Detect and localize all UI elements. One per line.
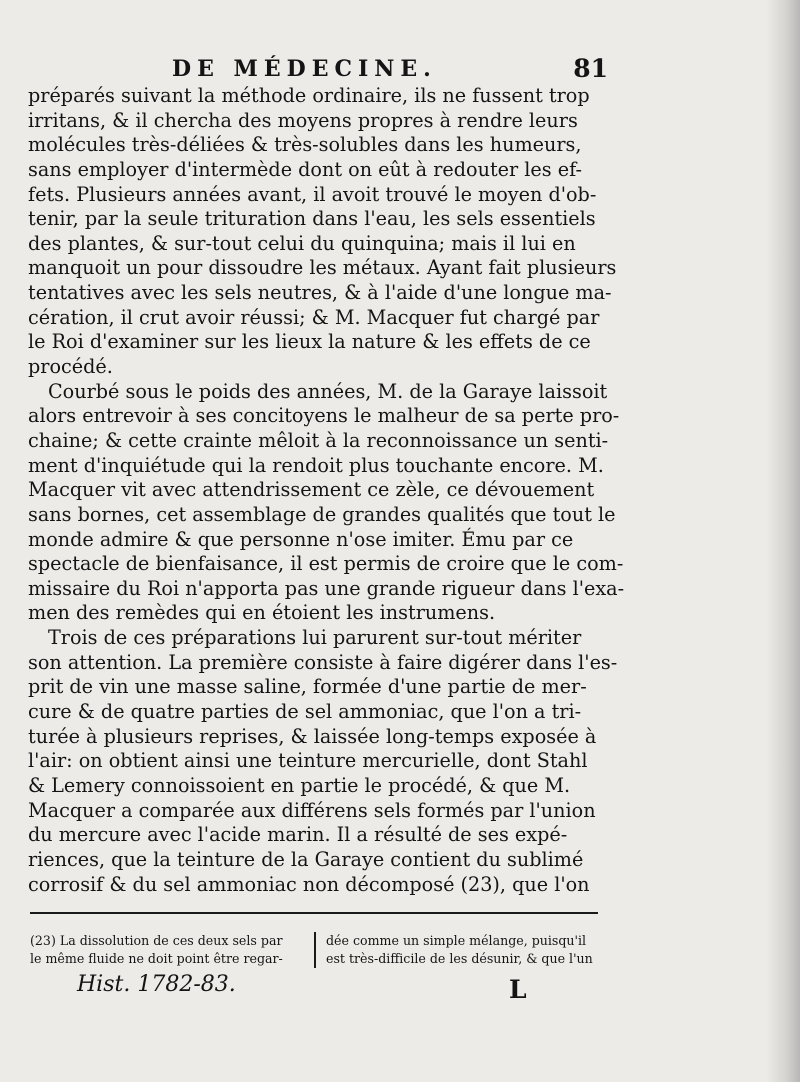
paragraph-start-line: Trois de ces préparations lui parurent sur-tout mériter (48, 626, 582, 650)
page-header (30, 52, 608, 88)
body-text (28, 84, 625, 897)
text-line: monde admire & que personne n'ose imiter. Ému par ce (28, 527, 574, 551)
running-title: DE MÉDECINE. (172, 56, 437, 82)
text-line: du mercure avec l'acide marin. Il a résulté de ses expé- (28, 823, 568, 847)
text-line: cure & de quatre parties de sel ammoniac, que l'on a tri- (28, 700, 582, 724)
signature-line: Hist. 1782-83. (77, 972, 236, 997)
text-line: irritans, & il chercha des moyens propres à rendre leurs (28, 108, 578, 132)
text-line: le Roi d'examiner sur les lieux la nature & les effets de ce (28, 330, 591, 354)
footnote-column-divider (314, 932, 316, 968)
text-line: manquoit un pour dissoudre les métaux. Ayant fait plusieurs (28, 256, 617, 280)
text-line: l'air: on obtient ainsi une teinture mercurielle, dont Stahl (28, 749, 588, 773)
text-line: chaine; & cette crainte mêloit à la reconnoissance un senti- (28, 428, 609, 452)
text-line: prit de vin une masse saline, formée d'une partie de mer- (28, 675, 587, 699)
footnote-right-column (326, 932, 602, 968)
text-line: & Lemery connoissoient en partie le procédé, & que M. (28, 773, 571, 797)
footnote-line: le même fluide ne doit point être regar- (30, 951, 283, 966)
sheet-signature-mark: L (509, 975, 527, 1004)
footnote-line: (23) La dissolution de ces deux sels par (30, 933, 283, 948)
text-line: tenir, par la seule trituration dans l'eau, les sels essentiels (28, 207, 596, 231)
text-line: spectacle de bienfaisance, il est permis de croire que le com- (28, 552, 624, 576)
text-line: cération, il crut avoir réussi; & M. Macquer fut chargé par (28, 305, 600, 329)
text-line: Macquer vit avec attendrissement ce zèle, ce dévouement (28, 478, 595, 502)
text-line: tentatives avec les sels neutres, & à l'aide d'une longue ma- (28, 281, 612, 305)
text-line: turée à plusieurs reprises, & laissée long-temps exposée à (28, 724, 597, 748)
footnote-line: est très-difficile de les désunir, & que l'un (326, 951, 593, 966)
footnote-rule (30, 912, 598, 914)
text-line: ment d'inquiétude qui la rendoit plus touchante encore. M. (28, 453, 604, 477)
footnote-left-column (30, 932, 310, 968)
text-line: Macquer a comparée aux différens sels formés par l'union (28, 798, 596, 822)
text-line: riences, que la teinture de la Garaye contient du sublimé (28, 847, 584, 871)
text-line: corrosif & du sel ammoniac non décomposé (23), que l'on (28, 872, 590, 896)
paragraph-start-line: Courbé sous le poids des années, M. de la Garaye laissoit (48, 379, 608, 403)
text-line: missaire du Roi n'apporta pas une grande rigueur dans l'exa- (28, 576, 625, 600)
page-number: 81 (573, 54, 608, 83)
text-line: sans employer d'intermède dont on eût à redouter les ef- (28, 157, 582, 181)
text-line: molécules très-déliées & très-solubles dans les humeurs, (28, 133, 582, 157)
text-line: des plantes, & sur-tout celui du quinquina; mais il lui en (28, 231, 576, 255)
text-line: fets. Plusieurs années avant, il avoit trouvé le moyen d'ob- (28, 182, 597, 206)
gutter-shadow (766, 0, 800, 1082)
footnote-line: dée comme un simple mélange, puisqu'il (326, 933, 587, 948)
text-line: préparés suivant la méthode ordinaire, ils ne fussent trop (28, 84, 590, 107)
text-line: alors entrevoir à ses concitoyens le malheur de sa perte pro- (28, 404, 620, 428)
text-line: sans bornes, cet assemblage de grandes qualités que tout le (28, 502, 616, 526)
text-line: procédé. (28, 355, 113, 379)
text-line: men des remèdes qui en étoient les instrumens. (28, 601, 496, 625)
text-line: son attention. La première consiste à faire digérer dans l'es- (28, 650, 618, 674)
